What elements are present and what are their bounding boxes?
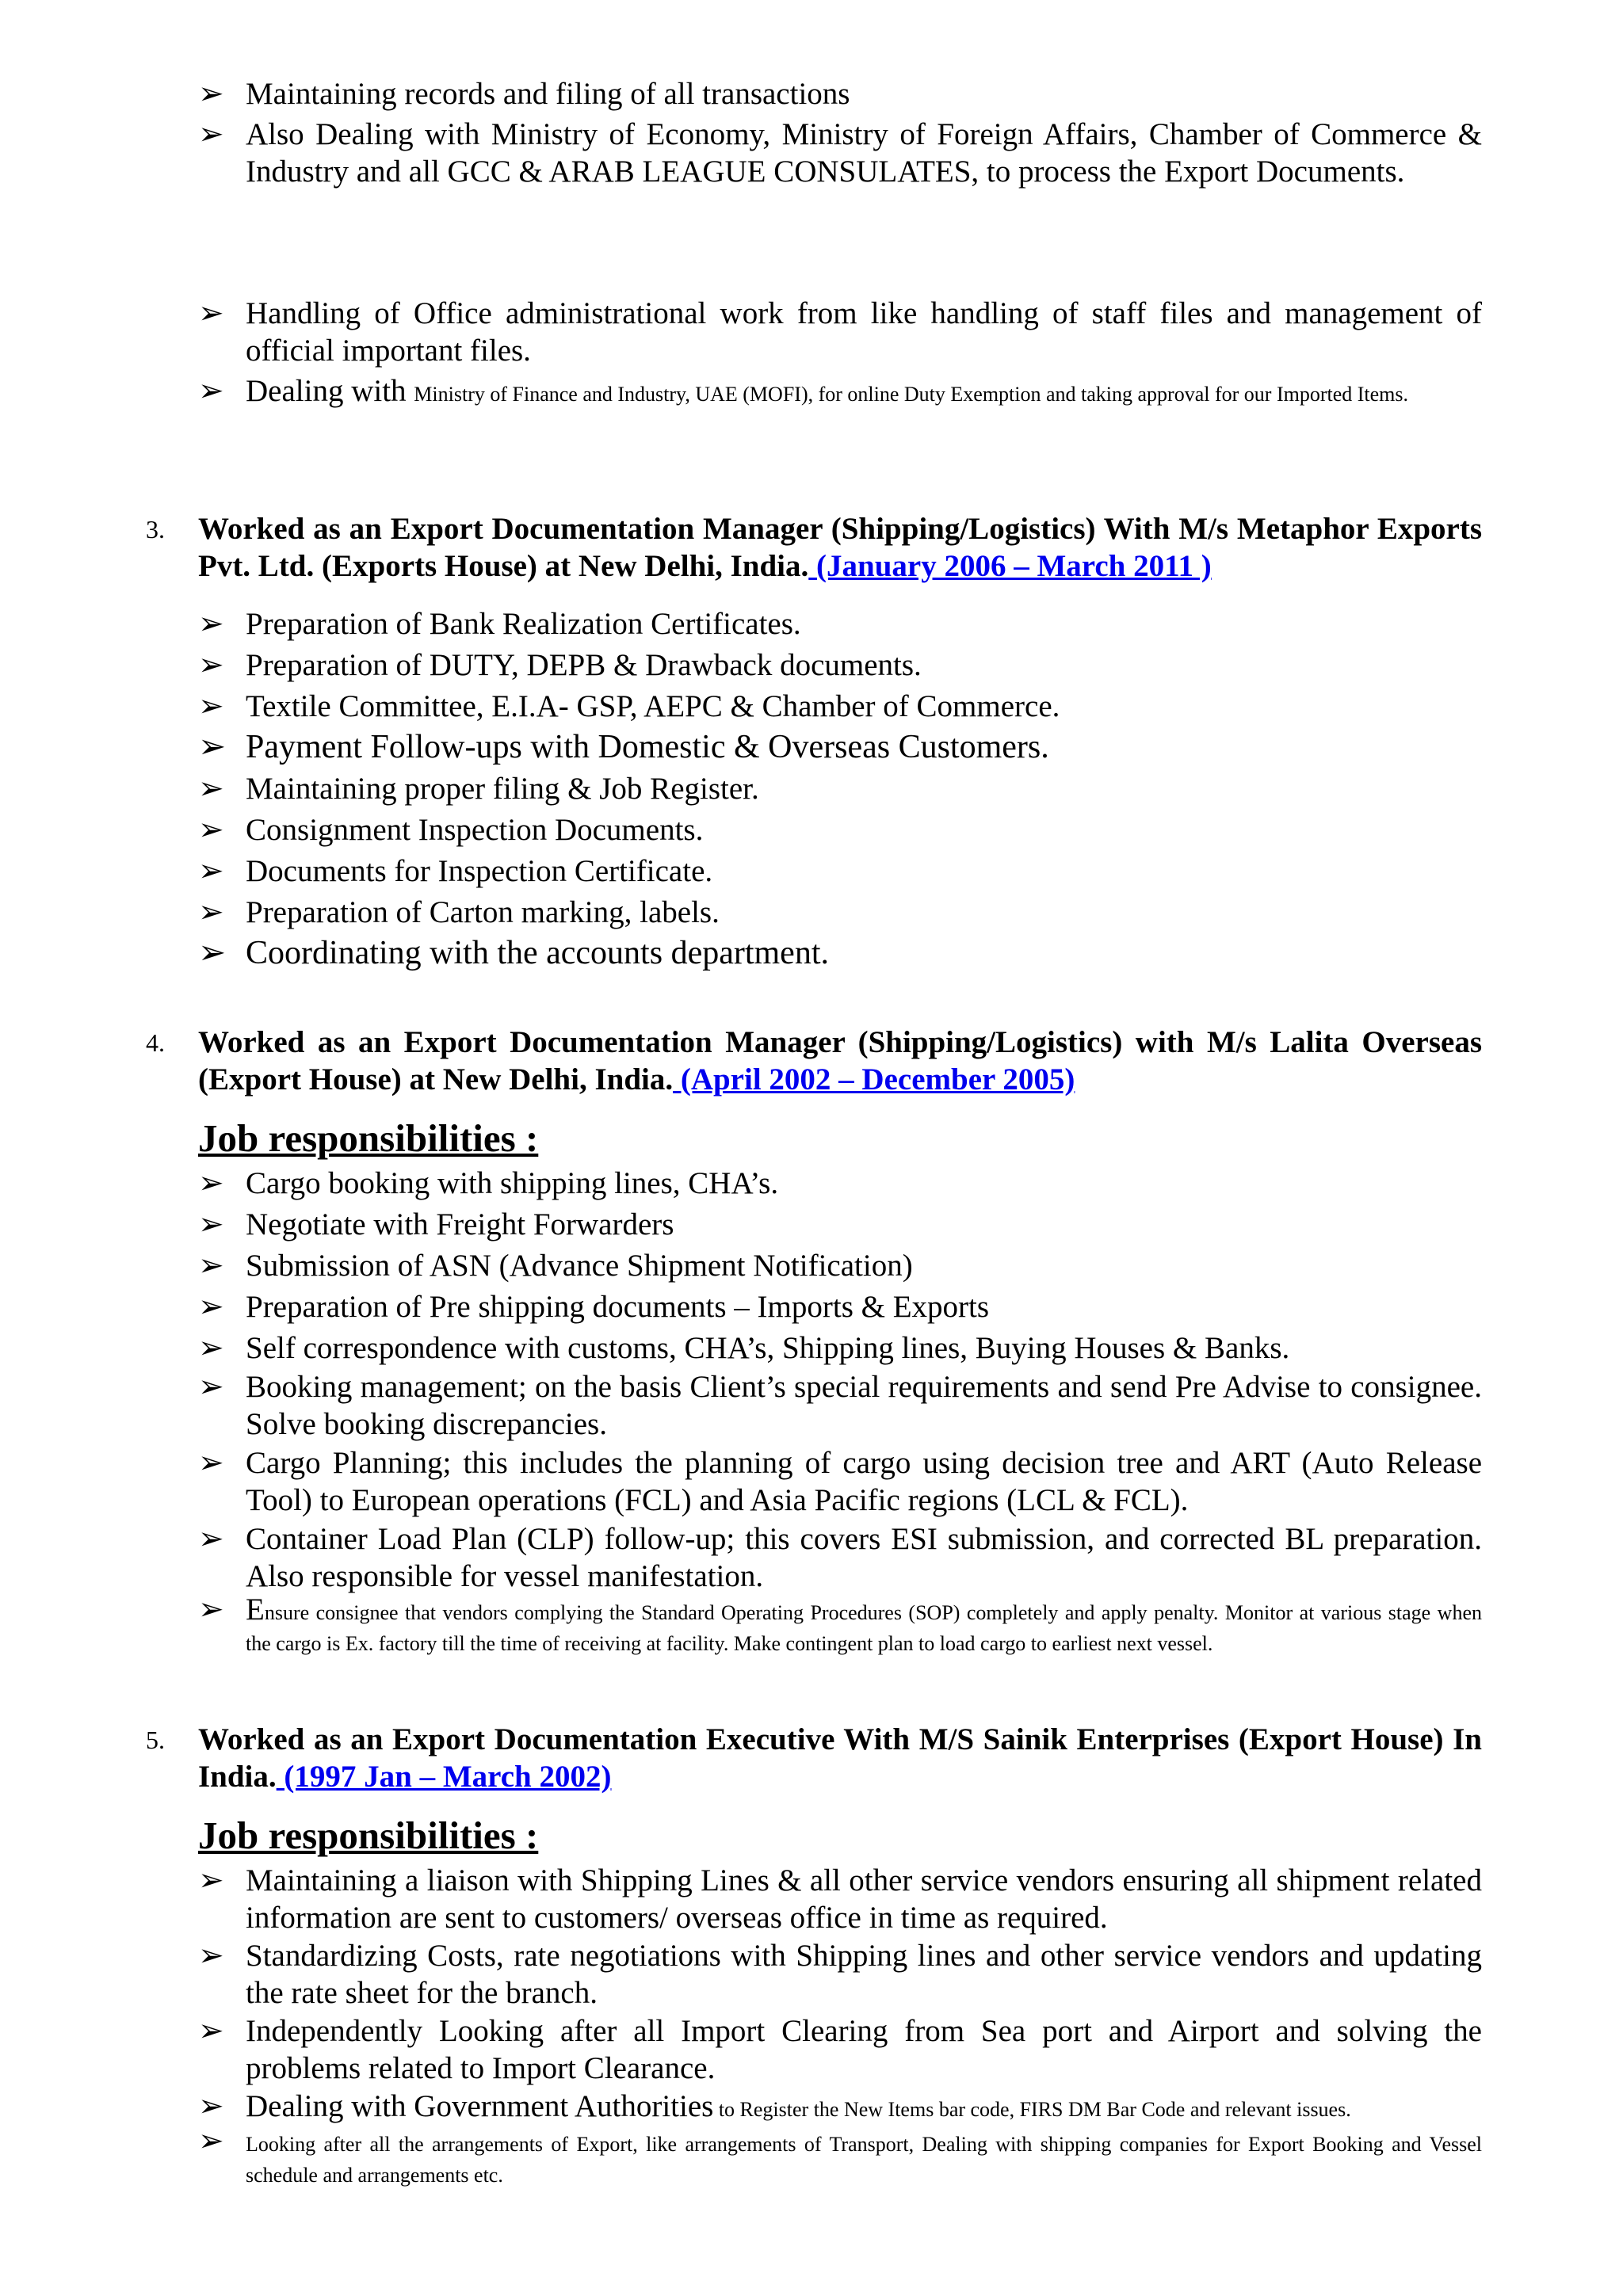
list-item: ➢ Looking after all the arrangements of Export, like arrangements of Transport, Dealing with shipping companies for Export Booking and Vessel schedule and arrangements etc.	[198, 2124, 1482, 2187]
arrow-bullet-icon: ➢	[198, 77, 224, 111]
arrow-bullet-icon: ➢	[198, 1290, 224, 1324]
date-range: (January 2006 – March 2011 )	[808, 549, 1212, 583]
list-item: ➢ Consignment Inspection Documents.	[198, 813, 704, 847]
date-range: (April 2002 – December 2005)	[673, 1062, 1075, 1097]
arrow-bullet-icon: ➢	[198, 374, 224, 408]
list-item: ➢ Preparation of DUTY, DEPB & Drawback documents.	[198, 648, 922, 682]
arrow-bullet-icon: ➢	[198, 1207, 224, 1241]
list-item: ➢ Standardizing Costs, rate negotiations with Shipping lines and other service vendors and updating the rate sheet for the branch.	[198, 1939, 1482, 2010]
arrow-bullet-icon: ➢	[198, 2014, 224, 2048]
list-item: ➢ Self correspondence with customs, CHA’s, Shipping lines, Buying Houses & Banks.	[198, 1331, 1290, 1365]
list-item: ➢ Cargo Planning; this includes the planning of cargo using decision tree and ART (Auto Release Tool) to European operations (FCL) and Asia Pacific regions (LCL & FCL).	[198, 1446, 1482, 1517]
arrow-bullet-icon: ➢	[198, 1166, 224, 1200]
list-item: ➢ Independently Looking after all Import Clearing from Sea port and Airport and solving the problems related to Import Clearance.	[198, 2014, 1482, 2085]
arrow-bullet-icon: ➢	[198, 296, 224, 330]
list-item: ➢ Maintaining a liaison with Shipping Lines & all other service vendors ensuring all shipment related information are sent to customers/ overseas office in time as required.	[198, 1863, 1482, 1935]
section-number: 5.	[146, 1726, 165, 1754]
list-item: ➢ Ensure consignee that vendors complying the Standard Operating Procedures (SOP) completely and apply penalty. Monitor at various stage when the cargo is Ex. factory till the time of receiving at facility. Make contingent plan to load cargo to earliest next vessel.	[198, 1592, 1482, 1655]
section-heading: Worked as an Export Documentation Manager (Shipping/Logistics) With M/s Metaphor Exports Pvt. Ltd. (Exports House) at New Delhi, India. (January 2006 – March 2011 )	[198, 512, 1482, 583]
list-item: ➢ Preparation of Bank Realization Certificates.	[198, 607, 801, 641]
list-item: ➢ Handling of Office administrational work from like handling of staff files and management of official important files.	[198, 296, 1482, 368]
job-responsibilities-heading: Job responsibilities :	[198, 1814, 539, 1857]
list-item: ➢ Preparation of Carton marking, labels.	[198, 895, 720, 929]
arrow-bullet-icon: ➢	[198, 895, 224, 929]
arrow-bullet-icon: ➢	[198, 117, 224, 151]
arrow-bullet-icon: ➢	[198, 2089, 224, 2123]
arrow-bullet-icon: ➢	[198, 2124, 224, 2158]
section-4-list	[198, 1165, 1482, 1658]
list-item: ➢ Negotiate with Freight Forwarders	[198, 1207, 674, 1241]
list-item: ➢ Cargo booking with shipping lines, CHA’s.	[198, 1166, 779, 1200]
list-item: ➢ Container Load Plan (CLP) follow-up; this covers ESI submission, and corrected BL preparation. Also responsible for vessel manifestation.	[198, 1522, 1482, 1593]
arrow-bullet-icon: ➢	[198, 1331, 224, 1365]
section-heading: Worked as an Export Documentation Executive With M/S Sainik Enterprises (Export House) In India. (1997 Jan – March 2002)	[198, 1722, 1482, 1794]
list-item: ➢ Dealing with Ministry of Finance and Industry, UAE (MOFI), for online Duty Exemption and taking approval for our Imported Items.	[198, 374, 1409, 408]
list-item: ➢ Booking management; on the basis Client’s special requirements and send Pre Advise to consignee. Solve booking discrepancies.	[198, 1370, 1482, 1441]
section-5-list	[198, 1862, 1482, 2190]
arrow-bullet-icon: ➢	[198, 1249, 224, 1283]
list-item: ➢ Documents for Inspection Certificate.	[198, 854, 713, 888]
arrow-bullet-icon: ➢	[198, 1522, 224, 1556]
arrow-bullet-icon: ➢	[198, 689, 224, 723]
experience-section-5	[146, 1721, 1482, 1795]
list-item: ➢ Textile Committee, E.I.A- GSP, AEPC & Chamber of Commerce.	[198, 689, 1060, 723]
section-heading: Worked as an Export Documentation Manager (Shipping/Logistics) with M/s Lalita Overseas (Export House) at New Delhi, India. (April 2002 – December 2005)	[198, 1025, 1482, 1097]
arrow-bullet-icon: ➢	[198, 1863, 224, 1897]
arrow-bullet-icon: ➢	[198, 607, 224, 641]
list-item: ➢ Payment Follow-ups with Domestic & Overseas Customers.	[198, 729, 1049, 765]
date-range: (1997 Jan – March 2002)	[276, 1760, 612, 1794]
duties-list-top	[198, 75, 1482, 190]
job-responsibilities-heading: Job responsibilities :	[198, 1116, 539, 1160]
arrow-bullet-icon: ➢	[198, 854, 224, 888]
list-item: ➢ Maintaining records and filing of all transactions	[198, 77, 850, 111]
list-item: ➢ Maintaining proper filing & Job Register.	[198, 772, 759, 806]
section-number: 4.	[146, 1028, 165, 1057]
arrow-bullet-icon: ➢	[198, 648, 224, 682]
list-item: ➢ Dealing with Government Authorities to Register the New Items bar code, FIRS DM Bar Code and relevant issues.	[198, 2089, 1351, 2123]
arrow-bullet-icon: ➢	[198, 935, 227, 971]
arrow-bullet-icon: ➢	[198, 1592, 224, 1627]
arrow-bullet-icon: ➢	[198, 813, 224, 847]
arrow-bullet-icon: ➢	[198, 772, 224, 806]
section-number: 3.	[146, 515, 165, 543]
arrow-bullet-icon: ➢	[198, 1446, 224, 1480]
arrow-bullet-icon: ➢	[198, 1939, 224, 1973]
list-item: ➢ Coordinating with the accounts department.	[198, 935, 829, 971]
arrow-bullet-icon: ➢	[198, 1370, 224, 1404]
duties-list-admin	[198, 295, 1482, 410]
section-3-list	[198, 605, 1482, 972]
experience-section-3	[146, 510, 1482, 585]
experience-section-4	[146, 1024, 1482, 1098]
list-item: ➢ Preparation of Pre shipping documents – Imports & Exports	[198, 1290, 990, 1324]
arrow-bullet-icon: ➢	[198, 729, 227, 765]
list-item: ➢ Also Dealing with Ministry of Economy, Ministry of Foreign Affairs, Chamber of Commerce & Industry and all GCC & ARAB LEAGUE CONSULATES, to process the Export Documents.	[198, 117, 1482, 189]
list-item: ➢ Submission of ASN (Advance Shipment Notification)	[198, 1249, 913, 1283]
